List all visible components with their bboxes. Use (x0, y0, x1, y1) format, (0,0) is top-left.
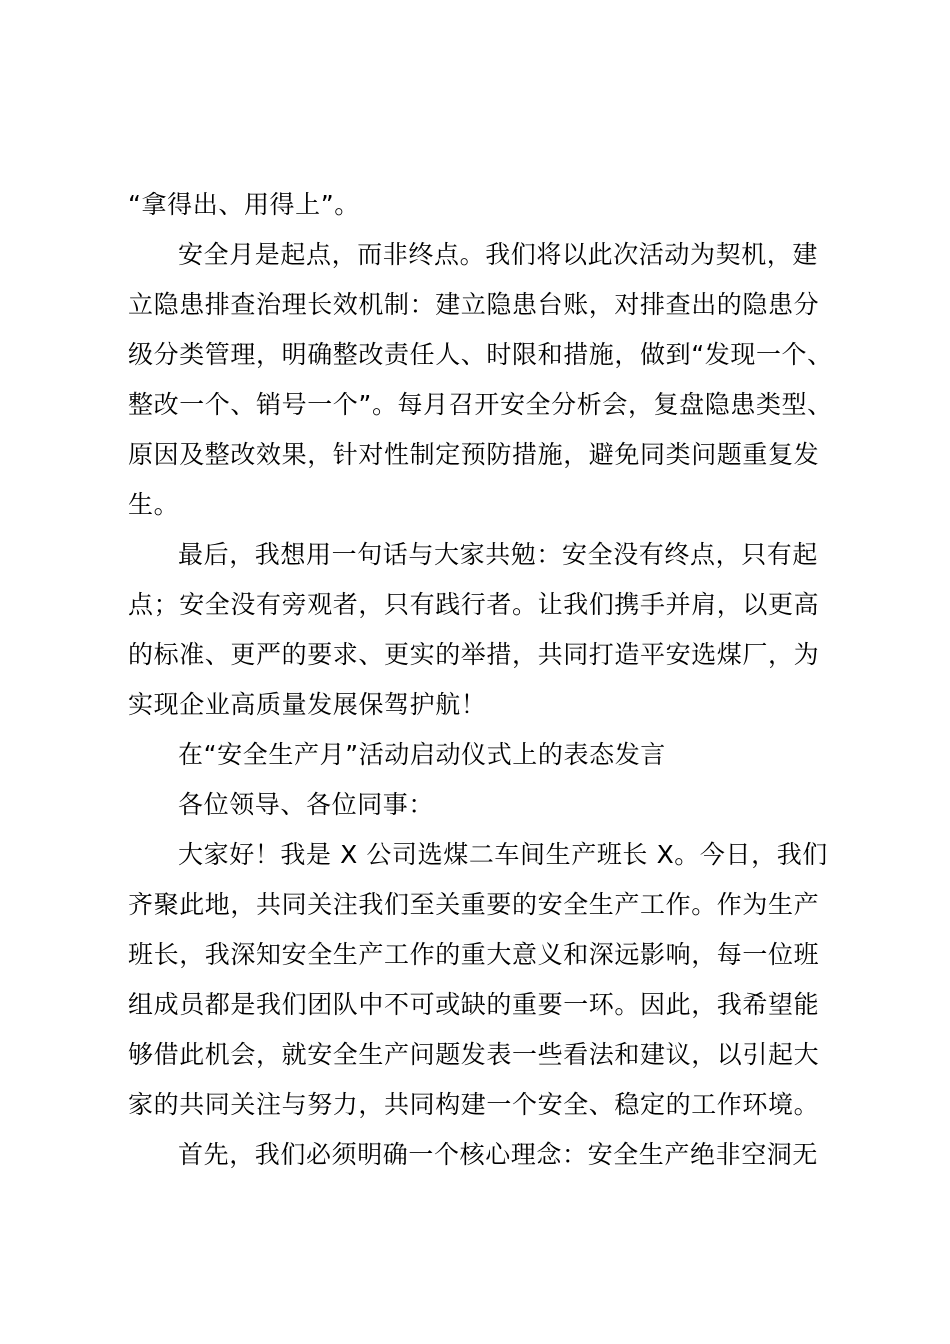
text-line: 班长，我深知安全生产工作的重大意义和深远影响，每一位班 (128, 940, 820, 969)
text-line: 立隐患排查治理长效机制：建立隐患台账，对排查出的隐患分 (128, 290, 820, 319)
text-line: 够借此机会，就安全生产问题发表一些看法和建议，以引起大 (128, 1040, 820, 1069)
text-line: 家的共同关注与努力，共同构建一个安全、稳定的工作环境。 (128, 1090, 820, 1119)
text-line: 实现企业高质量发展保驾护航！ (128, 690, 487, 719)
paragraph-start-line: 安全月是起点，而非终点。我们将以此次活动为契机，建 (178, 240, 819, 269)
paragraph-start-line: 大家好！我是 X 公司选煤二车间生产班长 X。今日，我们 (178, 840, 828, 869)
text-line: “拿得出、用得上”。 (128, 190, 360, 219)
text-line: 整改一个、销号一个”。每月召开安全分析会，复盘隐患类型、 (128, 390, 833, 419)
speech-title: 在“安全生产月”活动启动仪式上的表态发言 (178, 740, 666, 769)
text-line: 级分类管理，明确整改责任人、时限和措施，做到“发现一个、 (128, 340, 833, 369)
salutation: 各位领导、各位同事： (178, 790, 435, 819)
text-line: 齐聚此地，共同关注我们至关重要的安全生产工作。作为生产 (128, 890, 820, 919)
paragraph-start-line: 最后，我想用一句话与大家共勉：安全没有终点，只有起 (178, 540, 819, 569)
paragraph-start-line: 首先，我们必须明确一个核心理念：安全生产绝非空洞无 (178, 1140, 819, 1169)
text-line: 原因及整改效果，针对性制定预防措施，避免同类问题重复发 (128, 440, 820, 469)
text-line: 生。 (128, 490, 180, 519)
text-line: 的标准、更严的要求、更实的举措，共同打造平安选煤厂，为 (128, 640, 820, 669)
text-line: 组成员都是我们团队中不可或缺的重要一环。因此，我希望能 (128, 990, 820, 1019)
text-line: 点；安全没有旁观者，只有践行者。让我们携手并肩，以更高 (128, 590, 820, 619)
